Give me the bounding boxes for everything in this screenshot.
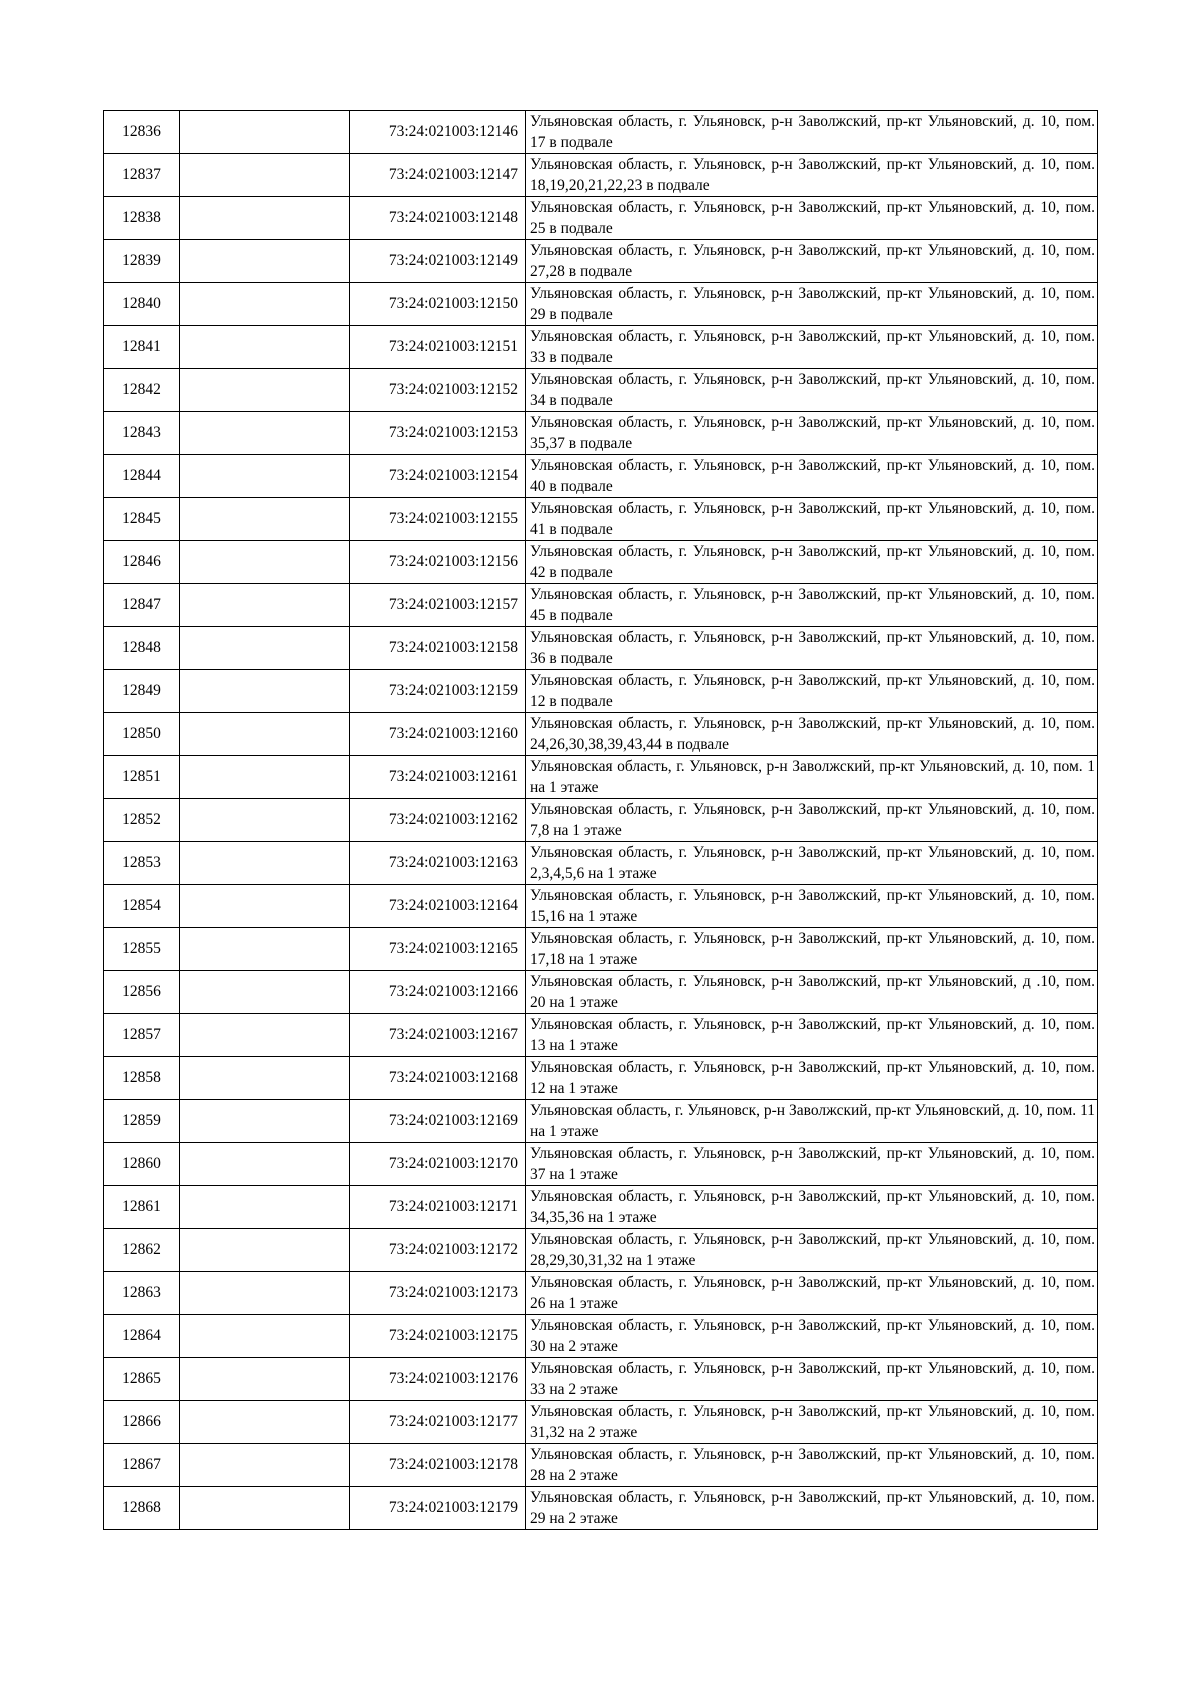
address-cell: Ульяновская область, г. Ульяновск, р-н Заволжский, пр-кт Ульяновский, д. 10, пом. 11 на 1 этаже: [526, 1100, 1098, 1143]
address-cell: Ульяновская область, г. Ульяновск, р-н Заволжский, пр-кт Ульяновский, д. 10, пом. 1 на 1 этаже: [526, 756, 1098, 799]
address-cell: Ульяновская область, г. Ульяновск, р-н Заволжский, пр-кт Ульяновский, д. 10, пом. 29 на 2 этаже: [526, 1487, 1098, 1530]
empty-cell: [180, 326, 350, 369]
empty-cell: [180, 240, 350, 283]
row-number-cell: 12851: [104, 756, 180, 799]
empty-cell: [180, 1100, 350, 1143]
cadastral-number-cell: 73:24:021003:12146: [350, 111, 526, 154]
cadastral-number-cell: 73:24:021003:12177: [350, 1401, 526, 1444]
table-row: [104, 584, 1098, 627]
table-row: [104, 627, 1098, 670]
empty-cell: [180, 1014, 350, 1057]
cadastral-number-cell: 73:24:021003:12161: [350, 756, 526, 799]
table-row: [104, 670, 1098, 713]
empty-cell: [180, 1229, 350, 1272]
empty-cell: [180, 369, 350, 412]
row-number-cell: 12865: [104, 1358, 180, 1401]
table-row: [104, 541, 1098, 584]
cadastral-number-cell: 73:24:021003:12156: [350, 541, 526, 584]
address-cell: Ульяновская область, г. Ульяновск, р-н Заволжский, пр-кт Ульяновский, д. 10, пом. 29 в подвале: [526, 283, 1098, 326]
row-number-cell: 12853: [104, 842, 180, 885]
row-number-cell: 12842: [104, 369, 180, 412]
table-row: [104, 1358, 1098, 1401]
row-number-cell: 12855: [104, 928, 180, 971]
empty-cell: [180, 412, 350, 455]
cadastral-number-cell: 73:24:021003:12155: [350, 498, 526, 541]
empty-cell: [180, 498, 350, 541]
address-cell: Ульяновская область, г. Ульяновск, р-н Заволжский, пр-кт Ульяновский, д. 10, пом. 28,29,30,31,32 на 1 этаже: [526, 1229, 1098, 1272]
row-number-cell: 12844: [104, 455, 180, 498]
empty-cell: [180, 627, 350, 670]
cadastral-number-cell: 73:24:021003:12148: [350, 197, 526, 240]
table-row: [104, 1315, 1098, 1358]
empty-cell: [180, 111, 350, 154]
row-number-cell: 12845: [104, 498, 180, 541]
table-row: [104, 756, 1098, 799]
empty-cell: [180, 1444, 350, 1487]
address-cell: Ульяновская область, г. Ульяновск, р-н Заволжский, пр-кт Ульяновский, д. 10, пом. 35,37 в подвале: [526, 412, 1098, 455]
address-cell: Ульяновская область, г. Ульяновск, р-н Заволжский, пр-кт Ульяновский, д. 10, пом. 26 на 1 этаже: [526, 1272, 1098, 1315]
table-row: [104, 326, 1098, 369]
empty-cell: [180, 1143, 350, 1186]
address-cell: Ульяновская область, г. Ульяновск, р-н Заволжский, пр-кт Ульяновский, д. 10, пом. 37 на 1 этаже: [526, 1143, 1098, 1186]
table-row: [104, 1229, 1098, 1272]
address-cell: Ульяновская область, г. Ульяновск, р-н Заволжский, пр-кт Ульяновский, д. 10, пом. 27,28 в подвале: [526, 240, 1098, 283]
row-number-cell: 12858: [104, 1057, 180, 1100]
empty-cell: [180, 756, 350, 799]
cadastral-number-cell: 73:24:021003:12176: [350, 1358, 526, 1401]
table-row: [104, 1057, 1098, 1100]
table-row: [104, 799, 1098, 842]
cadastral-number-cell: 73:24:021003:12165: [350, 928, 526, 971]
row-number-cell: 12849: [104, 670, 180, 713]
address-cell: Ульяновская область, г. Ульяновск, р-н Заволжский, пр-кт Ульяновский, д. 10, пом. 7,8 на 1 этаже: [526, 799, 1098, 842]
row-number-cell: 12840: [104, 283, 180, 326]
address-cell: Ульяновская область, г. Ульяновск, р-н Заволжский, пр-кт Ульяновский, д. 10, пом. 30 на 2 этаже: [526, 1315, 1098, 1358]
empty-cell: [180, 1401, 350, 1444]
empty-cell: [180, 541, 350, 584]
empty-cell: [180, 197, 350, 240]
cadastral-number-cell: 73:24:021003:12152: [350, 369, 526, 412]
address-cell: Ульяновская область, г. Ульяновск, р-н Заволжский, пр-кт Ульяновский, д. 10, пом. 24,26,30,38,39,43,44 в подвале: [526, 713, 1098, 756]
address-cell: Ульяновская область, г. Ульяновск, р-н Заволжский, пр-кт Ульяновский, д .10, пом. 20 на 1 этаже: [526, 971, 1098, 1014]
table-row: [104, 928, 1098, 971]
row-number-cell: 12860: [104, 1143, 180, 1186]
cadastral-number-cell: 73:24:021003:12153: [350, 412, 526, 455]
table-row: [104, 713, 1098, 756]
empty-cell: [180, 799, 350, 842]
row-number-cell: 12838: [104, 197, 180, 240]
empty-cell: [180, 971, 350, 1014]
cadastral-number-cell: 73:24:021003:12171: [350, 1186, 526, 1229]
cadastral-number-cell: 73:24:021003:12172: [350, 1229, 526, 1272]
address-cell: Ульяновская область, г. Ульяновск, р-н Заволжский, пр-кт Ульяновский, д. 10, пом. 25 в подвале: [526, 197, 1098, 240]
table-row: [104, 455, 1098, 498]
empty-cell: [180, 283, 350, 326]
table-row: [104, 498, 1098, 541]
address-cell: Ульяновская область, г. Ульяновск, р-н Заволжский, пр-кт Ульяновский, д. 10, пом. 33 на 2 этаже: [526, 1358, 1098, 1401]
row-number-cell: 12862: [104, 1229, 180, 1272]
cadastral-number-cell: 73:24:021003:12175: [350, 1315, 526, 1358]
cadastral-number-cell: 73:24:021003:12157: [350, 584, 526, 627]
address-cell: Ульяновская область, г. Ульяновск, р-н Заволжский, пр-кт Ульяновский, д. 10, пом. 17,18 на 1 этаже: [526, 928, 1098, 971]
row-number-cell: 12836: [104, 111, 180, 154]
cadastral-number-cell: 73:24:021003:12158: [350, 627, 526, 670]
address-cell: Ульяновская область, г. Ульяновск, р-н Заволжский, пр-кт Ульяновский, д. 10, пом. 45 в подвале: [526, 584, 1098, 627]
table-row: [104, 1143, 1098, 1186]
cadastral-number-cell: 73:24:021003:12150: [350, 283, 526, 326]
table-row: [104, 412, 1098, 455]
address-cell: Ульяновская область, г. Ульяновск, р-н Заволжский, пр-кт Ульяновский, д. 10, пом. 34 в подвале: [526, 369, 1098, 412]
cadastral-number-cell: 73:24:021003:12164: [350, 885, 526, 928]
table-row: [104, 369, 1098, 412]
cadastral-number-cell: 73:24:021003:12154: [350, 455, 526, 498]
empty-cell: [180, 1057, 350, 1100]
cadastral-number-cell: 73:24:021003:12179: [350, 1487, 526, 1530]
cadastral-number-cell: 73:24:021003:12168: [350, 1057, 526, 1100]
cadastral-number-cell: 73:24:021003:12162: [350, 799, 526, 842]
empty-cell: [180, 455, 350, 498]
row-number-cell: 12848: [104, 627, 180, 670]
row-number-cell: 12841: [104, 326, 180, 369]
table-row: [104, 283, 1098, 326]
address-cell: Ульяновская область, г. Ульяновск, р-н Заволжский, пр-кт Ульяновский, д. 10, пом. 12 в подвале: [526, 670, 1098, 713]
table-row: [104, 197, 1098, 240]
address-cell: Ульяновская область, г. Ульяновск, р-н Заволжский, пр-кт Ульяновский, д. 10, пом. 17 в подвале: [526, 111, 1098, 154]
cadastral-number-cell: 73:24:021003:12163: [350, 842, 526, 885]
address-cell: Ульяновская область, г. Ульяновск, р-н Заволжский, пр-кт Ульяновский, д. 10, пом. 40 в подвале: [526, 455, 1098, 498]
table-row: [104, 885, 1098, 928]
empty-cell: [180, 1315, 350, 1358]
row-number-cell: 12856: [104, 971, 180, 1014]
address-cell: Ульяновская область, г. Ульяновск, р-н Заволжский, пр-кт Ульяновский, д. 10, пом. 28 на 2 этаже: [526, 1444, 1098, 1487]
table-row: [104, 971, 1098, 1014]
table-row: [104, 1272, 1098, 1315]
address-cell: Ульяновская область, г. Ульяновск, р-н Заволжский, пр-кт Ульяновский, д. 10, пом. 41 в подвале: [526, 498, 1098, 541]
row-number-cell: 12846: [104, 541, 180, 584]
cadastral-number-cell: 73:24:021003:12167: [350, 1014, 526, 1057]
table-row: [104, 1014, 1098, 1057]
empty-cell: [180, 1358, 350, 1401]
row-number-cell: 12861: [104, 1186, 180, 1229]
row-number-cell: 12843: [104, 412, 180, 455]
row-number-cell: 12852: [104, 799, 180, 842]
row-number-cell: 12864: [104, 1315, 180, 1358]
cadastral-number-cell: 73:24:021003:12178: [350, 1444, 526, 1487]
table-row: [104, 154, 1098, 197]
empty-cell: [180, 885, 350, 928]
cadastral-number-cell: 73:24:021003:12166: [350, 971, 526, 1014]
row-number-cell: 12854: [104, 885, 180, 928]
empty-cell: [180, 1186, 350, 1229]
cadastral-number-cell: 73:24:021003:12160: [350, 713, 526, 756]
table-row: [104, 1487, 1098, 1530]
row-number-cell: 12868: [104, 1487, 180, 1530]
address-cell: Ульяновская область, г. Ульяновск, р-н Заволжский, пр-кт Ульяновский, д. 10, пом. 36 в подвале: [526, 627, 1098, 670]
cadastral-number-cell: 73:24:021003:12147: [350, 154, 526, 197]
table-row: [104, 1100, 1098, 1143]
cadastral-number-cell: 73:24:021003:12170: [350, 1143, 526, 1186]
table-row: [104, 1444, 1098, 1487]
table-row: [104, 1401, 1098, 1444]
empty-cell: [180, 713, 350, 756]
table-row: [104, 1186, 1098, 1229]
cadastral-number-cell: 73:24:021003:12173: [350, 1272, 526, 1315]
row-number-cell: 12850: [104, 713, 180, 756]
table-row: [104, 111, 1098, 154]
empty-cell: [180, 1487, 350, 1530]
address-cell: Ульяновская область, г. Ульяновск, р-н Заволжский, пр-кт Ульяновский, д. 10, пом. 33 в подвале: [526, 326, 1098, 369]
row-number-cell: 12847: [104, 584, 180, 627]
empty-cell: [180, 842, 350, 885]
row-number-cell: 12863: [104, 1272, 180, 1315]
address-cell: Ульяновская область, г. Ульяновск, р-н Заволжский, пр-кт Ульяновский, д. 10, пом. 12 на 1 этаже: [526, 1057, 1098, 1100]
empty-cell: [180, 1272, 350, 1315]
table-row: [104, 240, 1098, 283]
row-number-cell: 12857: [104, 1014, 180, 1057]
row-number-cell: 12839: [104, 240, 180, 283]
cadastral-number-cell: 73:24:021003:12169: [350, 1100, 526, 1143]
address-cell: Ульяновская область, г. Ульяновск, р-н Заволжский, пр-кт Ульяновский, д. 10, пом. 18,19,20,21,22,23 в подвале: [526, 154, 1098, 197]
row-number-cell: 12859: [104, 1100, 180, 1143]
cadastral-number-cell: 73:24:021003:12149: [350, 240, 526, 283]
row-number-cell: 12867: [104, 1444, 180, 1487]
property-registry-table: [103, 110, 1098, 1530]
table-row: [104, 842, 1098, 885]
row-number-cell: 12837: [104, 154, 180, 197]
empty-cell: [180, 928, 350, 971]
empty-cell: [180, 584, 350, 627]
empty-cell: [180, 670, 350, 713]
registry-table-body: [104, 111, 1098, 1530]
address-cell: Ульяновская область, г. Ульяновск, р-н Заволжский, пр-кт Ульяновский, д. 10, пом. 42 в подвале: [526, 541, 1098, 584]
address-cell: Ульяновская область, г. Ульяновск, р-н Заволжский, пр-кт Ульяновский, д. 10, пом. 2,3,4,5,6 на 1 этаже: [526, 842, 1098, 885]
address-cell: Ульяновская область, г. Ульяновск, р-н Заволжский, пр-кт Ульяновский, д. 10, пом. 13 на 1 этаже: [526, 1014, 1098, 1057]
row-number-cell: 12866: [104, 1401, 180, 1444]
address-cell: Ульяновская область, г. Ульяновск, р-н Заволжский, пр-кт Ульяновский, д. 10, пом. 34,35,36 на 1 этаже: [526, 1186, 1098, 1229]
address-cell: Ульяновская область, г. Ульяновск, р-н Заволжский, пр-кт Ульяновский, д. 10, пом. 15,16 на 1 этаже: [526, 885, 1098, 928]
cadastral-number-cell: 73:24:021003:12159: [350, 670, 526, 713]
empty-cell: [180, 154, 350, 197]
cadastral-number-cell: 73:24:021003:12151: [350, 326, 526, 369]
address-cell: Ульяновская область, г. Ульяновск, р-н Заволжский, пр-кт Ульяновский, д. 10, пом. 31,32 на 2 этаже: [526, 1401, 1098, 1444]
